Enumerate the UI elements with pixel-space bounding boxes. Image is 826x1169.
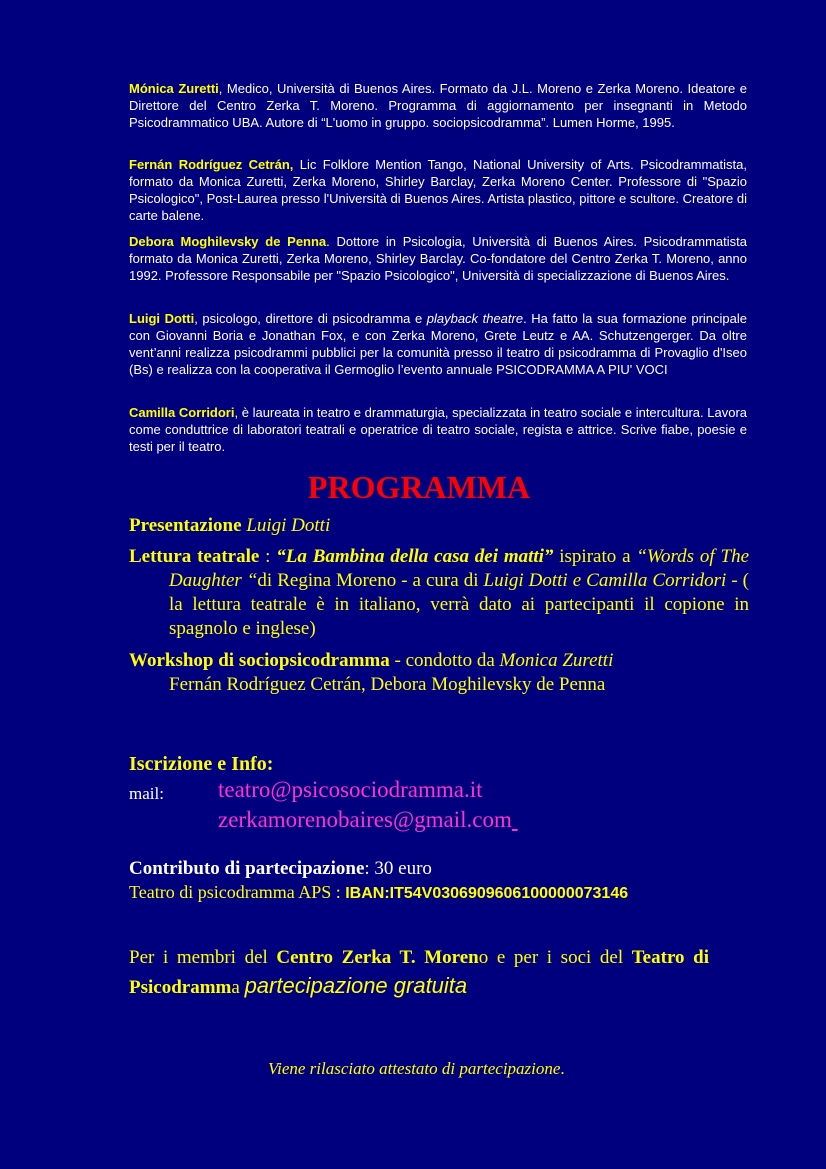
lettura-curators: Luigi Dotti e Camilla Corridori [483, 570, 727, 591]
bio-name: Camilla Corridori [129, 405, 235, 420]
lettura-words: “Words of The Daughter “ [169, 546, 750, 591]
membri-e: a [231, 977, 245, 998]
attestato-line [268, 1058, 565, 1080]
presentazione-line [129, 514, 330, 538]
contributo-label: Contributo di partecipazione [129, 858, 365, 879]
bio-camilla-corridori [129, 404, 747, 455]
membri-paragraph [129, 944, 709, 1002]
programma-title: PROGRAMMA [307, 469, 531, 505]
lettura-teatrale-item [129, 545, 749, 641]
workshop-condotto: condotto da [405, 650, 500, 671]
workshop-names2: Fernán Rodríguez Cetrán, Debora Moghilevsky de Penna [169, 674, 606, 695]
teatro-label: Teatro di psicodramma APS : [129, 882, 346, 902]
attestato-text: Viene rilasciato attestato di partecipazione [268, 1059, 561, 1078]
membri-a: Per i membri del [129, 947, 277, 968]
bio-name: Fernán Rodríguez Cetrán, [129, 157, 294, 172]
bio-text-italic: playback theatre [426, 311, 524, 326]
mail-label: mail: [129, 784, 164, 803]
bio-text: Lic Folklore Mention Tango, National University of Arts. Psicodrammatista, formato da Monica Zuretti, Zerka Moreno, Shirley Barclay, Zerka Moreno Center. Professore di "Spazio Psicologico", Post-Laurea presso l'Università di Buenos Aires. Artista plastico, pittore e scultore. Creatore di carte balene. [129, 157, 747, 223]
contributo-value: : 30 euro [364, 858, 432, 879]
bio-text: , psicologo, direttore di psicodramma e [194, 311, 427, 326]
workshop-line1 [129, 649, 729, 673]
workshop-item [129, 649, 729, 697]
iban: IBAN:IT54V0306909606100000073146 [345, 885, 629, 902]
bio-text: . Dottore in Psicologia, Università di Buenos Aires. Psicodrammatista formato da Monica Zuretti, Zerka Moreno, Shirley Barclay. Co-fondatore del Centro Zerka T. Moreno, anno 1992. Professore Responsabile per "Spazio Psicologico", Università di specializzazione di Buenos Aires. [129, 234, 747, 283]
bio-debora-moghilevsky [129, 233, 747, 284]
bio-name: Luigi Dotti [129, 311, 195, 326]
membri-gratuita: partecipazione gratuita [244, 973, 468, 998]
email-link-2[interactable] [218, 806, 518, 834]
bio-text: , è laureata in teatro e drammaturgia, specializzata in teatro sociale e intercultura. Lavora come conduttrice di laboratori teatrali e operatrice di teatro sociale, regista e attrice. Scrive fiabe, poesie e testi per il teatro. [129, 405, 747, 454]
presentazione-label: Presentazione [129, 515, 242, 536]
lettura-colon: : [259, 546, 277, 567]
lettura-note: - ( la lettura teatrale è in italiano, verrà dato ai partecipanti il copione in spagnolo e inglese) [169, 570, 749, 639]
email-2-text[interactable]: zerkamorenobaires@gmail.com [218, 807, 512, 832]
bio-monica-zuretti [129, 80, 747, 131]
bio-text: , Medico, Università di Buenos Aires. Formato da J.L. Moreno e Zerka Moreno. Ideatore e Direttore del Centro Zerka T. Moreno. Programma di aggiornamento per insegnanti in Metodo Psicodrammatico UBA. Autore di “L'uomo in gruppo. sociopsicodramma”. Lumen Horme, 1995. [129, 81, 747, 130]
email-link-1[interactable]: teatro@psicosociodramma.it [218, 777, 483, 802]
presentazione-name: Luigi Dotti [246, 515, 331, 536]
membri-centro: Centro Zerka T. Moren [276, 947, 479, 968]
membri-c: o e per i soci del [478, 947, 632, 968]
bio-name: Mónica Zuretti [129, 81, 219, 96]
bio-fernan-rodriguez [129, 156, 747, 224]
bio-name: Debora Moghilevsky de Penna [129, 234, 327, 249]
bio-luigi-dotti [129, 310, 747, 378]
lettura-label: Lettura teatrale [129, 546, 260, 567]
iscrizione-title: Iscrizione e Info: [129, 753, 274, 775]
membri-teatro: Teatro di Psicodramm [129, 947, 709, 998]
workshop-label: Workshop di sociopsicodramma [129, 650, 390, 671]
teatro-line [129, 881, 628, 905]
bio-text: . Ha fatto la sua formazione principale con Giovanni Boria e Jonathan Fox, e con Zerka Moreno, Grete Leutz e AA. Schutzengerger. Da oltre vent’anni realizza psicodrammi pubblici per la comunità presso il teatro di psicodramma di Provaglio d'Iseo (Bs) e realizza con la cooperativa il Germoglio l’evento annuale PSICODRAMMA A PIU' VOCI [129, 311, 747, 377]
attestato-dot: . [560, 1059, 565, 1078]
lettura-title: “La Bambina della casa dei matti” [276, 546, 554, 567]
contributo-line [129, 857, 432, 881]
workshop-name: Monica Zuretti [499, 650, 614, 671]
lettura-ispirato: ispirato a [553, 546, 631, 567]
lettura-di: di Regina Moreno - a cura di [257, 570, 484, 591]
workshop-dash: - [389, 650, 406, 671]
